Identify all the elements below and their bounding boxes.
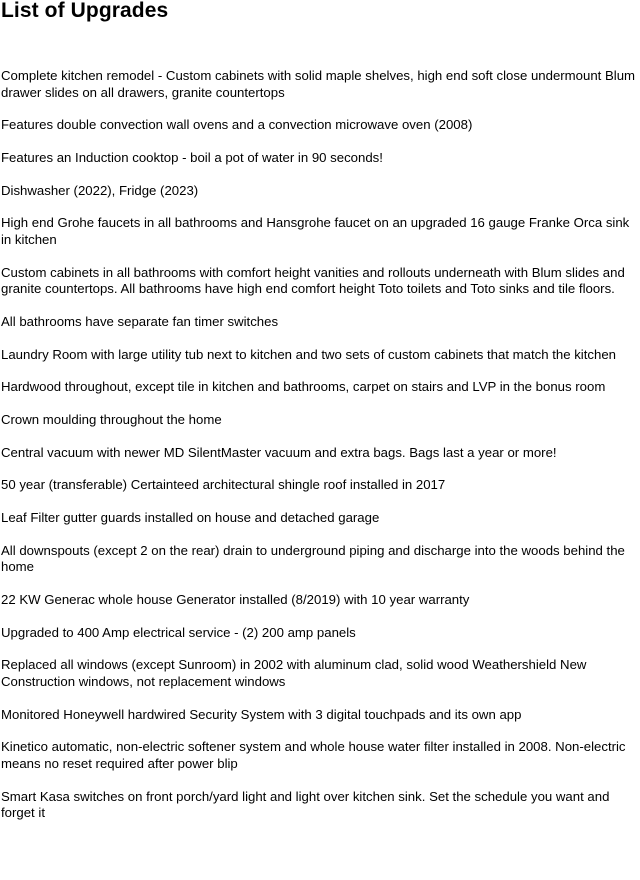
list-item: Kinetico automatic, non-electric softener system and whole house water filter installed in 2008. Non-electric means no reset required after power blip [1,739,626,771]
list-item: Custom cabinets in all bathrooms with comfort height vanities and rollouts underneath with Blum slides and granite countertops. All bathrooms have high end comfort height Toto toilets and Toto sinks and tile floors. [1,264,625,297]
list-item: Central vacuum with newer MD SilentMaster vacuum and extra bags. Bags last a year or more! [1,444,557,460]
list-item: Features double convection wall ovens and a convection microwave oven (2008) [1,117,473,133]
page-title: List of Upgrades [1,0,169,22]
list-item: All bathrooms have separate fan timer switches [1,313,279,329]
list-item: 50 year (transferable) Certainteed architectural shingle roof installed in 2017 [1,477,446,493]
list-item: Dishwasher (2022), Fridge (2023) [1,182,199,198]
list-item: Crown moulding throughout the home [1,411,222,427]
upgrade-list [1,68,640,838]
list-item: Features an Induction cooktop - boil a pot of water in 90 seconds! [1,149,383,165]
list-item: Smart Kasa switches on front porch/yard light and light over kitchen sink. Set the schedule you want and forget it [1,788,610,821]
list-item: Complete kitchen remodel - Custom cabinets with solid maple shelves, high end soft close undermount Blum drawer slides on all drawers, granite countertops [1,68,636,100]
list-item: All downspouts (except 2 on the rear) drain to underground piping and discharge into the woods behind the home [1,542,625,575]
list-item: 22 KW Generac whole house Generator installed (8/2019) with 10 year warranty [1,592,470,607]
list-item: Laundry Room with large utility tub next to kitchen and two sets of custom cabinets that match the kitchen [1,346,617,362]
list-item: Replaced all windows (except Sunroom) in 2002 with aluminum clad, solid wood Weathershield New Construction windows, not replacement windows [1,657,587,689]
list-item: Hardwood throughout, except tile in kitchen and bathrooms, carpet on stairs and LVP in the bonus room [1,379,606,395]
list-item: Leaf Filter gutter guards installed on house and detached garage [1,510,380,526]
list-item: Monitored Honeywell hardwired Security System with 3 digital touchpads and its own app [1,706,522,722]
list-item: High end Grohe faucets in all bathrooms and Hansgrohe faucet on an upgraded 16 gauge Franke Orca sink in kitchen [1,215,630,247]
list-item: Upgraded to 400 Amp electrical service - (2) 200 amp panels [1,624,356,640]
